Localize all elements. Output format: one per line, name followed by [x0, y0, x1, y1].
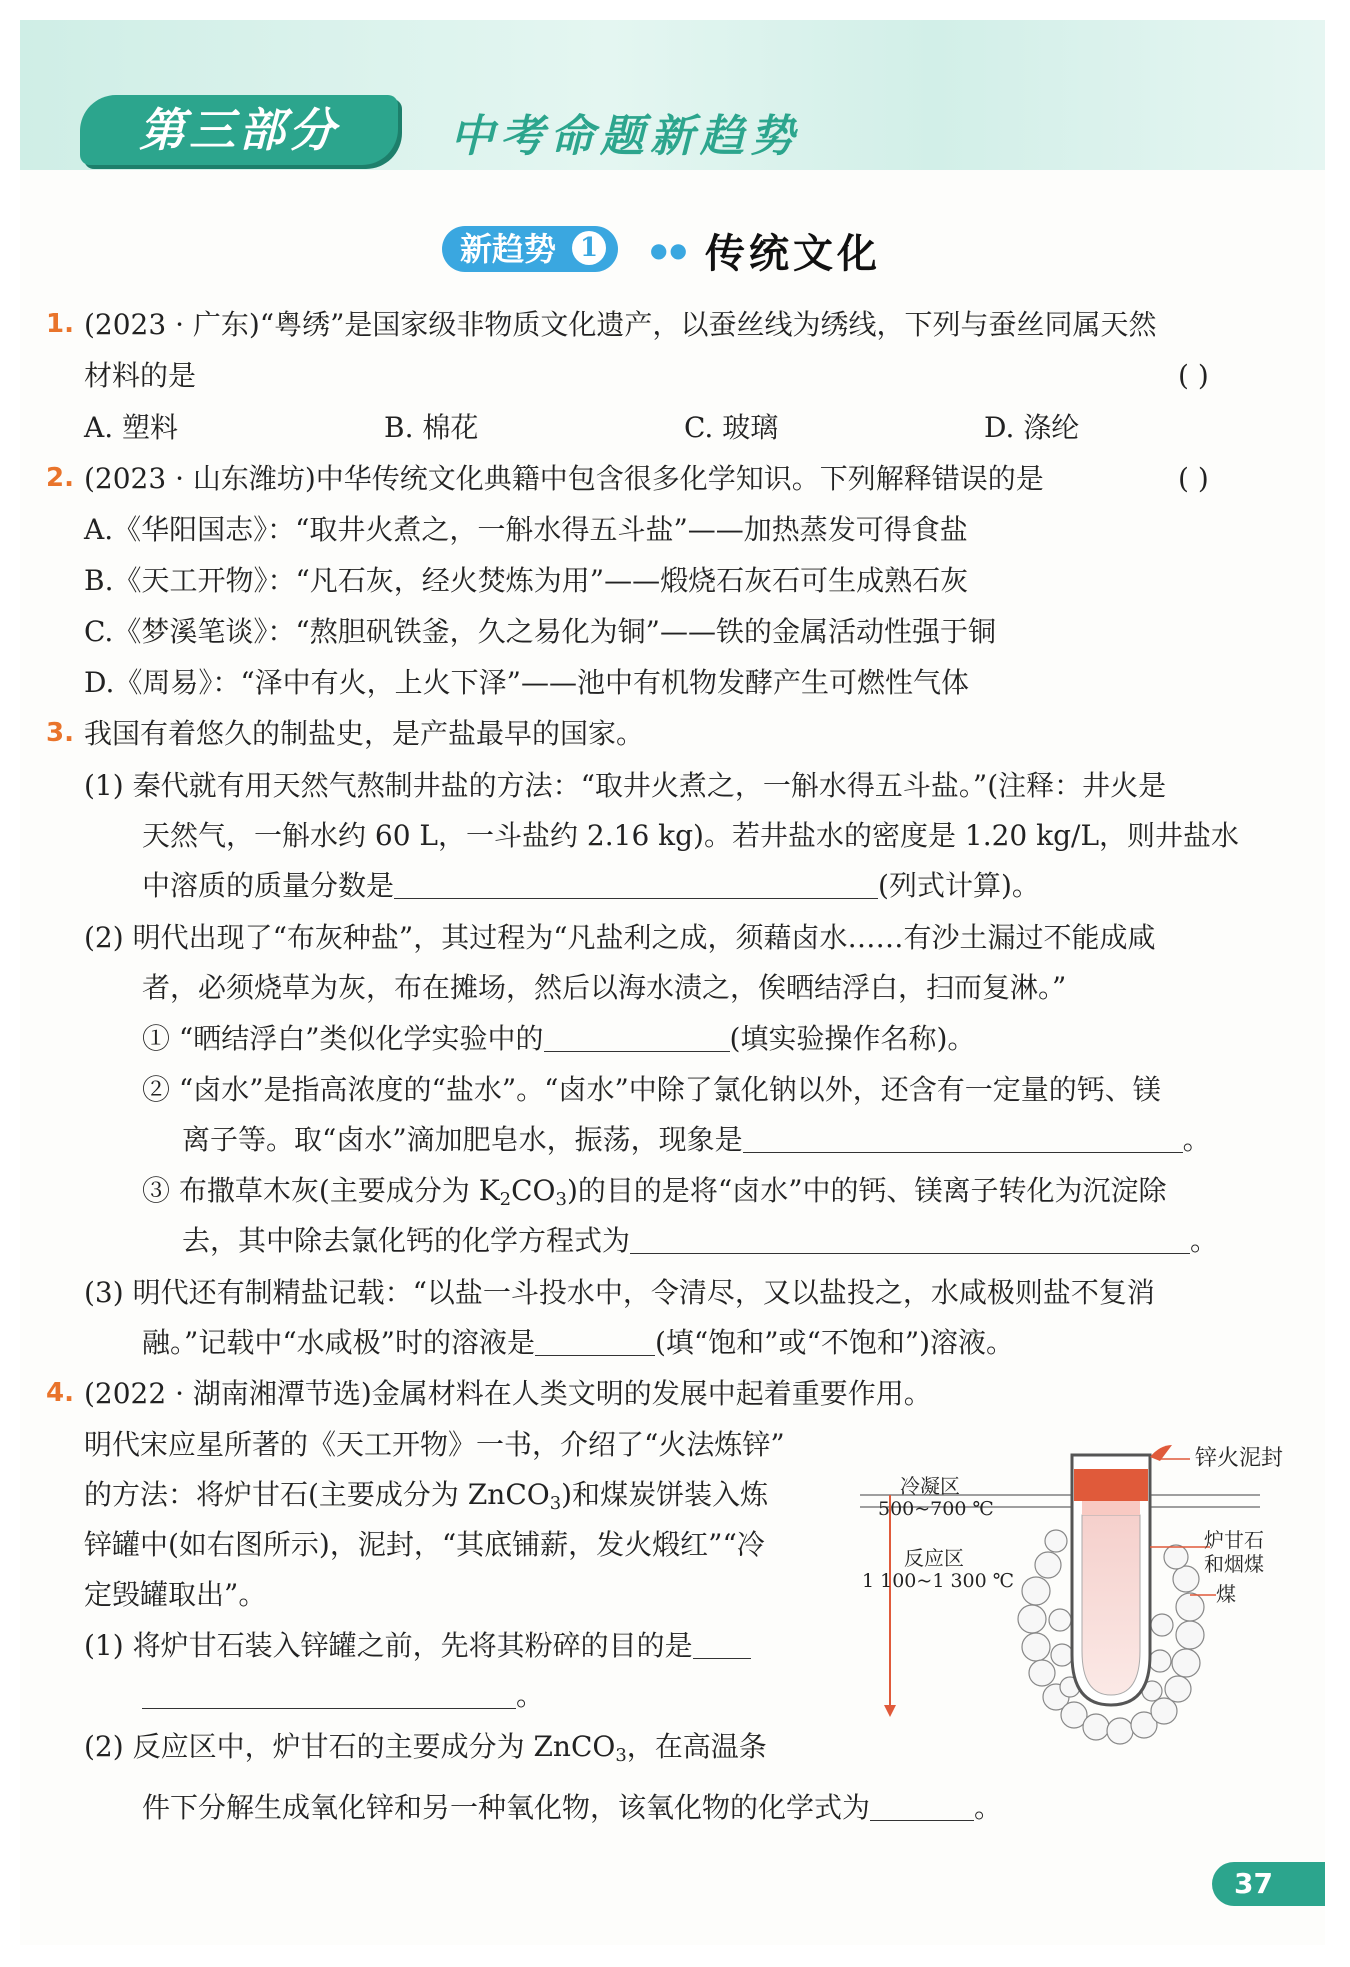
section-badge-number: 1 [572, 231, 606, 265]
label-reaction-zone: 反应区 [904, 1546, 964, 1570]
q3-part2-sub3-line1 [142, 1173, 1167, 1218]
q4-para-line2 [84, 1477, 768, 1522]
q4-para-line2-subscript: 3 [549, 1493, 562, 1514]
q4-part1-line1 [84, 1628, 751, 1664]
q3-part1-answer-blank[interactable] [394, 870, 878, 899]
q1-option-d: D. 涤纶 [984, 411, 1080, 444]
q4-part1-prompt: (1) 将炉甘石装入锌罐之前，先将其粉碎的目的是 [84, 1629, 693, 1662]
label-coal: 煤 [1216, 1582, 1236, 1606]
q1-option-c: C. 玻璃 [684, 411, 779, 444]
section-title: 传统文化 [705, 230, 881, 277]
q4-part1-answer-blank-start[interactable] [693, 1630, 751, 1659]
q4-part2-line1 [84, 1729, 767, 1774]
q3-part2-sub3-answer-blank[interactable] [630, 1225, 1190, 1254]
q3-part3-answer-blank[interactable] [535, 1327, 655, 1356]
q3-part2-sub1-prompt: ① “晒结浮白”类似化学实验中的 [142, 1022, 544, 1055]
q3-part3-line1: (3) 明代还有制精盐记载：“以盐一斗投水中，令清尽，又以盐投之，水咸极则盐不复消 [84, 1276, 1155, 1309]
q3-part2-sub3-prompt-a: ③ 布撒草木灰(主要成分为 K [142, 1174, 500, 1207]
q2-number: 2. [46, 463, 74, 493]
q3-part2-line1: (2) 明代出现了“布灰种盐”，其过程为“凡盐利之成，须藉卤水……有沙土漏过不能成咸 [84, 921, 1156, 954]
q4-part2-prompt-b: ，在高温条 [626, 1730, 767, 1763]
q3-part2-sub1-answer-blank[interactable] [544, 1023, 730, 1052]
q3-part2-sub3-equation-prompt: 去，其中除去氯化钙的化学方程式为 [182, 1224, 631, 1257]
q4-part1-line2 [142, 1678, 544, 1714]
label-ore: 炉甘石 [1204, 1528, 1264, 1552]
section-dots: ●● [650, 238, 689, 262]
q3-intro: 我国有着悠久的制盐史，是产盐最早的国家。 [84, 717, 645, 750]
q1-stem-line1: (2023 · 广东)“粤绣”是国家级非物质文化遗产，以蚕丝线为绣线，下列与蚕丝同属天然 [84, 308, 1157, 341]
q4-part1-answer-blank[interactable] [142, 1680, 516, 1709]
zinc-smelting-figure [860, 1415, 1285, 1760]
q4-part2-line2 [142, 1790, 1002, 1826]
q4-para-line2-b: )和煤炭饼装入炼 [561, 1478, 769, 1511]
q3-part2-sub1-suffix: (填实验操作名称)。 [729, 1022, 976, 1055]
q4-stem: (2022 · 湖南湘潭节选)金属材料在人类文明的发展中起着重要作用。 [84, 1377, 932, 1410]
label-condense-zone: 冷凝区 [900, 1474, 960, 1498]
q2-option-b: B.《天工开物》：“凡石灰，经火焚炼为用”——煅烧石灰石可生成熟石灰 [84, 564, 969, 597]
q1-answer-bracket: ( ) [1178, 359, 1209, 392]
q3-part1-line1: (1) 秦代就有用天然气熬制井盐的方法：“取井火煮之，一斛水得五斗盐。”(注释：井火是 [84, 769, 1167, 802]
q2-answer-bracket: ( ) [1178, 462, 1209, 495]
q1-option-b: B. 棉花 [384, 411, 479, 444]
q3-part1-line3 [142, 868, 1040, 904]
label-condense-temp: 500~700 ℃ [878, 1498, 994, 1520]
condense-layer [1082, 1501, 1140, 1515]
q3-part1-suffix: (列式计算)。 [878, 869, 1040, 902]
zone-arrow-head [884, 1705, 896, 1717]
part-label: 第三部分 [80, 95, 398, 165]
q3-part2-sub3-suffix: 。 [1190, 1224, 1219, 1257]
section-badge-label: 新趋势 [460, 230, 557, 268]
q3-part3-suffix: (填“饱和”或“不饱和”)溶液。 [654, 1326, 1015, 1359]
q3-part2-sub3-prompt-b: )的目的是将“卤水”中的钙、镁离子转化为沉淀除 [566, 1174, 1167, 1207]
q3-part3-line2 [142, 1325, 1014, 1361]
q2-stem: (2023 · 山东潍坊)中华传统文化典籍中包含很多化学知识。下列解释错误的是 [84, 462, 1044, 495]
q4-number: 4. [46, 1378, 74, 1408]
q3-part3-prompt: 融。”记载中“水咸极”时的溶液是 [142, 1326, 535, 1359]
q3-part2-sub3-subscript-1: 2 [499, 1189, 512, 1210]
q3-part2-line2: 者，必须烧草为灰，布在摊场，然后以海水渍之，俟晒结浮白，扫而复淋。” [142, 971, 1067, 1004]
q2-option-c: C.《梦溪笔谈》：“熬胆矾铁釜，久之易化为铜”——铁的金属活动性强于铜 [84, 615, 996, 648]
label-ore-2: 和烟煤 [1204, 1552, 1264, 1576]
q3-number: 3. [46, 718, 74, 748]
q4-part2-suffix: 。 [974, 1791, 1003, 1824]
q3-part2-sub2-prompt: 离子等。取“卤水”滴加肥皂水，振荡，现象是 [182, 1123, 743, 1156]
q1-stem-line2: 材料的是 [84, 359, 197, 392]
header-title: 中考命题新趋势 [450, 111, 800, 162]
ore-fill [1082, 1515, 1140, 1695]
q4-part2-equation-prompt: 件下分解生成氧化锌和另一种氧化物，该氧化物的化学式为 [142, 1791, 871, 1824]
page-number: 37 [1212, 1862, 1325, 1906]
q3-part2-sub2-suffix: 。 [1182, 1123, 1211, 1156]
q4-para-line1: 明代宋应星所著的《天工开物》一书，介绍了“火法炼锌” [84, 1428, 785, 1461]
q4-part1-suffix: 。 [516, 1679, 545, 1712]
q1-number: 1. [46, 309, 74, 339]
clay-seal [1074, 1469, 1148, 1501]
q4-part2-subscript: 3 [615, 1745, 627, 1766]
q4-part2-prompt-a: (2) 反应区中，炉甘石的主要成分为 ZnCO [84, 1730, 616, 1763]
q3-part2-sub3-formula: CO [511, 1174, 556, 1207]
label-reaction-temp: 1 100~1 300 ℃ [862, 1570, 1014, 1592]
q3-part2-sub3-subscript-2: 3 [555, 1189, 567, 1210]
q4-para-line3: 锌罐中(如右图所示)，泥封，“其底铺薪，发火煅红”“冷 [84, 1528, 765, 1561]
q3-part2-sub2-answer-blank[interactable] [743, 1124, 1183, 1153]
section-badge [442, 226, 618, 272]
q3-part1-line2: 天然气，一斛水约 60 L，一斗盐约 2.16 kg)。若井盐水的密度是 1.20 kg/L，则井盐水 [142, 819, 1240, 852]
q4-para-line4: 定毁罐取出”。 [84, 1578, 267, 1611]
label-clay-seal: 锌火泥封 [1195, 1446, 1284, 1471]
q1-option-a: A. 塑料 [84, 411, 179, 444]
q3-part2-sub2-line2 [182, 1122, 1211, 1158]
q2-option-a: A.《华阳国志》：“取井火煮之，一斛水得五斗盐”——加热蒸发可得食盐 [84, 513, 968, 546]
q4-para-line2-a: 的方法：将炉甘石(主要成分为 ZnCO [84, 1478, 550, 1511]
q3-part2-sub2-line1: ② “卤水”是指高浓度的“盐水”。“卤水”中除了氯化钠以外，还含有一定量的钙、镁 [142, 1073, 1161, 1106]
q3-part2-sub1 [142, 1021, 975, 1057]
q2-option-d: D.《周易》：“泽中有火，上火下泽”——池中有机物发酵产生可燃性气体 [84, 666, 969, 699]
q3-part2-sub3-line2 [182, 1223, 1218, 1259]
q3-part1-prompt: 中溶质的质量分数是 [142, 869, 395, 902]
q4-part2-answer-blank[interactable] [870, 1792, 974, 1821]
